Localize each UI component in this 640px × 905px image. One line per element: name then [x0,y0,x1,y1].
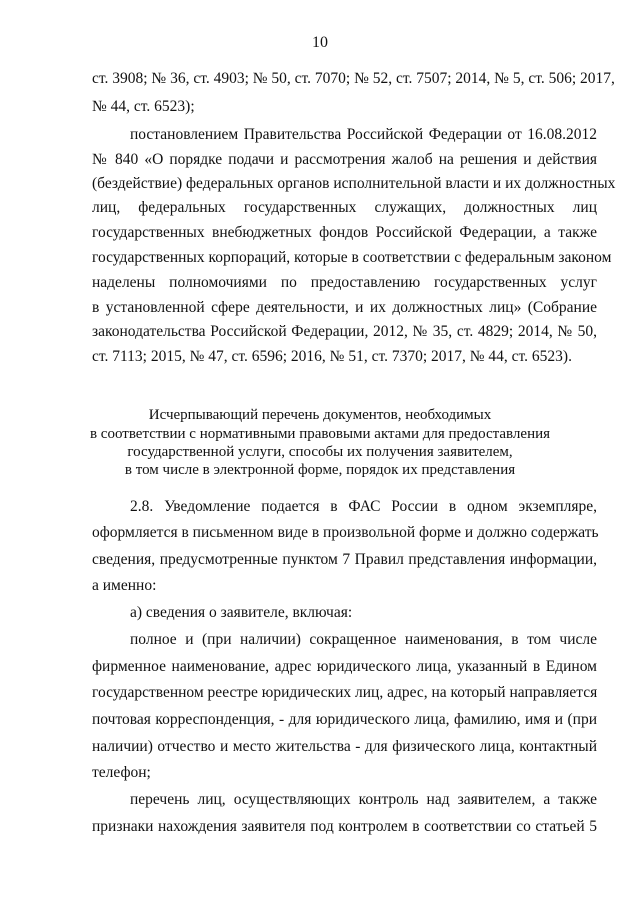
section-heading-line: государственной услуги, способы их получения заявителем, [127,444,513,460]
text-line: фирменное наименование, адрес юридического лица, указанный в Едином [92,658,597,675]
text-line: а именно: [92,577,157,594]
text-line: № 840 «О порядке подачи и рассмотрения жалоб на решения и действия [92,151,597,168]
text-line: перечень лиц, осуществляющих контроль над заявителем, а также [130,791,597,808]
text-line: наделены полномочиями по предоставлению государственных услуг [92,274,597,291]
text-line: государственных внебюджетных фондов Российской Федерации, а также [92,224,597,241]
text-line: постановлением Правительства Российской Федерации от 16.08.2012 [130,126,597,143]
text-line: полное и (при наличии) сокращенное наименования, в том числе [130,631,597,648]
text-line: признаки нахождения заявителя под контролем в соответствии со статьей 5 [92,818,597,835]
section-heading-line: в соответствии с нормативными правовыми актами для предоставления [89,426,551,442]
text-line: ст. 3908; № 36, ст. 4903; № 50, ст. 7070; № 52, ст. 7507; 2014, № 5, ст. 506; 2017, [92,70,615,87]
text-line: телефон; [92,764,151,781]
text-line: почтовая корреспонденция, - для юридического лица, фамилию, имя и (при [92,711,597,728]
text-line: лиц, федеральных государственных служащих, должностных лиц [92,199,597,216]
text-line: а) сведения о заявителе, включая: [130,604,353,621]
text-line: оформляется в письменном виде в произвольной форме и должно содержать [92,524,599,541]
page-number: 10 [312,34,328,51]
text-line: законодательства Российской Федерации, 2012, № 35, ст. 4829; 2014, № 50, [92,323,597,340]
text-line: государственном реестре юридических лиц, адрес, на который направляется [92,684,598,701]
text-line: 2.8. Уведомление подается в ФАС России в одном экземпляре, [130,498,597,515]
text-line: ст. 7113; 2015, № 47, ст. 6596; 2016, № 51, ст. 7370; 2017, № 44, ст. 6523). [92,348,572,365]
text-line: № 44, ст. 6523); [92,98,195,115]
text-line: сведения, предусмотренные пунктом 7 Правил представления информации, [92,551,597,568]
text-line: государственных корпораций, которые в соответствии с федеральным законом [92,249,612,266]
text-line: в установленной сфере деятельности, и их должностных лиц» (Собрание [92,299,597,316]
text-line: наличии) отчество и место жительства - для физического лица, контактный [92,738,597,755]
text-line: (бездействие) федеральных органов исполнительной власти и их должностных [92,175,616,192]
section-heading-line: Исчерпывающий перечень документов, необходимых [148,407,492,423]
section-heading-line: в том числе в электронной форме, порядок их представления [124,462,516,478]
